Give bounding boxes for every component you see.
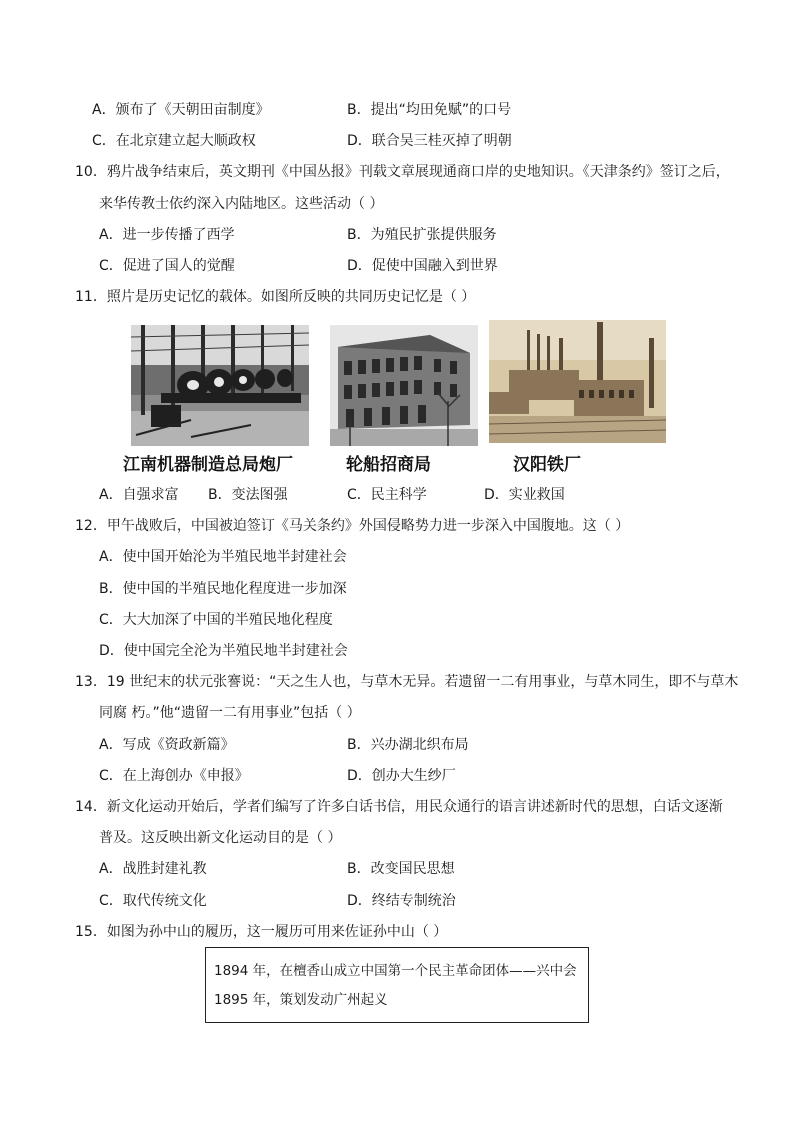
q9-option-c: C．在北京建立起大顺政权 (92, 133, 256, 149)
q14-option-d: D．终结专制统治 (347, 893, 456, 909)
q14-option-b: B．改变国民思想 (347, 861, 455, 877)
q14-option-c: C．取代传统文化 (99, 893, 207, 909)
q9-option-b: B．提出“均田免赋”的口号 (347, 102, 512, 118)
q11-stem: 11．照片是历史记忆的载体。如图所反映的共同历史记忆是（ ） (75, 289, 476, 305)
q13-stem-line2: 同腐 朽。”他“遗留一二有用事业”包括（ ） (99, 705, 361, 721)
q10-option-d: D．促使中国融入到世界 (347, 258, 498, 274)
q11-option-a: A．自强求富 (99, 487, 179, 503)
biography-entry-1895: 1895 年，策划发动广州起义 (214, 992, 388, 1008)
q9-option-a: A．颁布了《天朝田亩制度》 (92, 102, 270, 118)
q11-option-b: B．变法图强 (208, 487, 288, 503)
q10-option-c: C．促进了国人的觉醒 (99, 258, 235, 274)
q13-option-b: B．兴办湖北织布局 (347, 737, 469, 753)
photo-jiangnan-arsenal (131, 325, 309, 446)
q10-stem-line1: 10．鸦片战争结束后，英文期刊《中国丛报》刊载文章展现通商口岸的史地知识。《天津条约》签订之后， (75, 164, 730, 180)
q13-option-c: C．在上海创办《申报》 (99, 768, 249, 784)
q13-stem-line1: 13．19 世纪末的状元张謇说：“天之生人也，与草木无异。若遗留一二有用事业，与草木同生，即不与草木 (75, 674, 739, 690)
q13-option-d: D．创办大生纱厂 (347, 768, 456, 784)
q13-option-a: A．写成《资政新篇》 (99, 737, 235, 753)
q12-option-d: D．使中国完全沦为半殖民地半封建社会 (99, 643, 348, 659)
q14-stem-line1: 14．新文化运动开始后，学者们编写了许多白话书信，用民众通行的语言讲述新时代的思想，白话文逐渐 (75, 799, 723, 815)
q11-option-c: C．民主科学 (347, 487, 427, 503)
q14-option-a: A．战胜封建礼教 (99, 861, 207, 877)
photo-china-merchants (330, 325, 478, 446)
q9-option-d: D．联合吴三桂灭掉了明朝 (347, 133, 512, 149)
sun-yatsen-biography-box (205, 947, 589, 1023)
q12-option-a: A．使中国开始沦为半殖民地半封建社会 (99, 549, 347, 565)
q12-stem: 12．甲午战败后，中国被迫签订《马关条约》外国侵略势力进一步深入中国腹地。这（ ） (75, 518, 630, 534)
q10-stem-line2: 来华传教士依约深入内陆地区。这些活动（ ） (99, 196, 384, 212)
caption-jiangnan-arsenal: 江南机器制造总局炮厂 (123, 455, 293, 475)
photo-hanyang-ironworks (489, 320, 666, 443)
q11-option-d: D．实业救国 (484, 487, 565, 503)
q10-option-b: B．为殖民扩张提供服务 (347, 227, 497, 243)
biography-entry-1894: 1894 年，在檀香山成立中国第一个民主革命团体——兴中会 (214, 963, 577, 979)
caption-china-merchants: 轮船招商局 (346, 455, 431, 475)
q14-stem-line2: 普及。这反映出新文化运动目的是（ ） (99, 830, 342, 846)
q12-option-b: B．使中国的半殖民地化程度进一步加深 (99, 581, 347, 597)
q10-option-a: A．进一步传播了西学 (99, 227, 235, 243)
q12-option-c: C．大大加深了中国的半殖民地化程度 (99, 612, 333, 628)
q15-stem: 15．如图为孙中山的履历，这一履历可用来佐证孙中山（ ） (75, 924, 448, 940)
caption-hanyang-ironworks: 汉阳铁厂 (513, 455, 581, 475)
